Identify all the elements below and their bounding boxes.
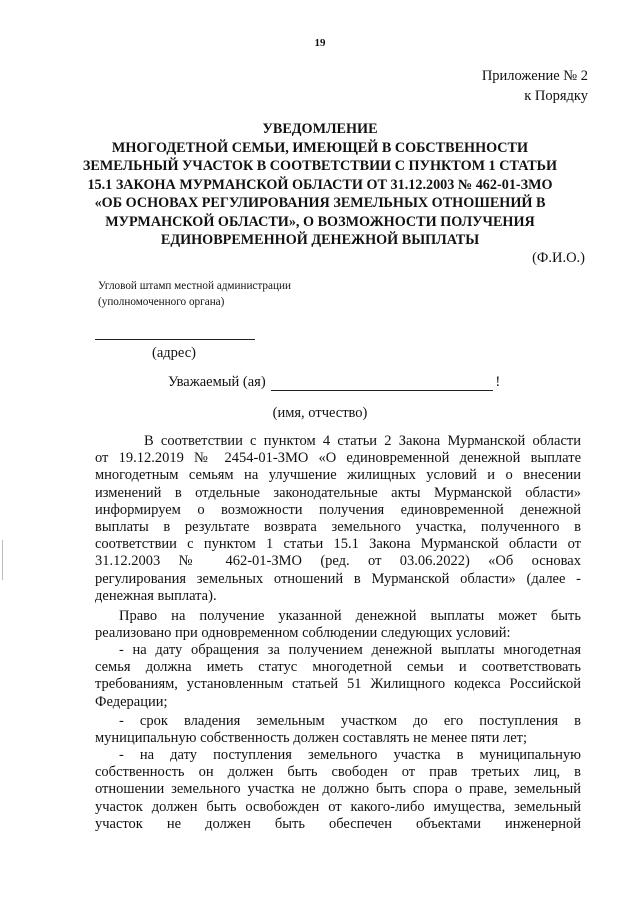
text-line: требованиям, установленным статьей 51 Жилищного кодекса Российской xyxy=(95,676,581,693)
paragraph-2 xyxy=(95,608,581,642)
stamp-line2: (уполномоченного органа) xyxy=(98,296,225,308)
text-line: Право на получение указанной денежной выплаты может быть xyxy=(119,608,581,624)
appendix-line1: Приложение № 2 xyxy=(481,68,588,84)
text-line: соответствии с пунктом 1 статьи 15.1 Закона Мурманской области от xyxy=(95,536,581,553)
stamp-line1: Угловой штамп местной администрации xyxy=(98,280,291,292)
condition-1 xyxy=(95,642,581,711)
text-line: выплаты в результате возврата земельного участка, полученного в xyxy=(95,519,581,536)
title-line: УВЕДОМЛЕНИЕ xyxy=(262,121,378,137)
condition-2 xyxy=(95,713,581,747)
text-line: В соответствии с пунктом 4 статьи 2 Закона Мурманской области xyxy=(144,433,581,449)
text-line: 31.12.2003 № 462-01-ЗМО (ред. от 03.06.2022) «Об основах xyxy=(95,553,581,570)
text-line: участок не должен быть обеспечен объектами инженерной xyxy=(95,815,581,832)
text-line: собственность он должен быть свободен от прав третьих лиц, в xyxy=(95,764,581,781)
greeting xyxy=(168,374,500,391)
paragraph-1 xyxy=(95,433,581,605)
name-hint: (имя, отчество) xyxy=(272,405,368,421)
address-label: (адрес) xyxy=(152,345,196,361)
text-line: информируем о возможности получения единовременной денежной xyxy=(95,501,581,518)
text-line: муниципальную собственность должен составлять не менее пяти лет; xyxy=(95,730,528,747)
greeting-suffix: ! xyxy=(495,374,501,390)
text-line: от 19.12.2019 № 2454-01-ЗМО «О единовременной денежной выплате xyxy=(95,450,581,467)
text-line: денежная выплата). xyxy=(95,587,217,604)
text-line: семья должна иметь статус многодетной семьи и соответствовать xyxy=(95,659,581,676)
title-line: МУРМАНСКОЙ ОБЛАСТИ», О ВОЗМОЖНОСТИ ПОЛУЧЕНИЯ xyxy=(105,213,535,230)
title-line: МНОГОДЕТНОЙ СЕМЬИ, ИМЕЮЩЕЙ В СОБСТВЕННОСТИ xyxy=(111,139,529,156)
text-line: реализовано при одновременном соблюдении следующих условий: xyxy=(95,625,511,642)
greeting-prefix: Уважаемый (ая) xyxy=(168,374,266,390)
scan-margin-mark xyxy=(2,540,3,580)
fio-label: (Ф.И.О.) xyxy=(532,250,585,266)
text-line: участок должен быть освобожден от какого-либо имущества, земельный xyxy=(95,798,581,815)
text-line: - на дату обращения за получением денежной выплаты многодетная xyxy=(119,642,581,658)
text-line: многодетным семьям на улучшение жилищных условий и о внесении xyxy=(95,467,581,484)
document-title xyxy=(80,120,560,250)
title-line: ЗЕМЕЛЬНЫЙ УЧАСТОК В СООТВЕТСТВИИ С ПУНКТОМ 1 СТАТЬИ xyxy=(82,158,558,174)
address-line xyxy=(95,339,255,340)
appendix-line2: к Порядку xyxy=(524,88,588,104)
text-line: регулирования земельных отношений в Мурманской области» (далее - xyxy=(95,570,581,587)
text-line: - на дату поступления земельного участка в муниципальную xyxy=(119,747,581,763)
name-blank-line xyxy=(271,376,493,391)
text-line: Федерации; xyxy=(95,693,168,710)
condition-3 xyxy=(95,747,581,833)
title-line: «ОБ ОСНОВАХ РЕГУЛИРОВАНИЯ ЗЕМЕЛЬНЫХ ОТНОШЕНИЙ В xyxy=(94,195,546,211)
text-line: - срок владения земельным участком до его поступления в xyxy=(119,713,581,729)
text-line: отношении земельного участка не должно быть спора о праве, земельный xyxy=(95,781,581,798)
page-number: 19 xyxy=(314,37,326,49)
text-line: изменений в отдельные законодательные акты Мурманской области» xyxy=(95,484,581,501)
title-line: 15.1 ЗАКОНА МУРМАНСКОЙ ОБЛАСТИ ОТ 31.12.2003 № 462-01-ЗМО xyxy=(87,176,553,193)
title-line: ЕДИНОВРЕМЕННОЙ ДЕНЕЖНОЙ ВЫПЛАТЫ xyxy=(160,232,480,248)
stamp-label xyxy=(98,278,291,310)
